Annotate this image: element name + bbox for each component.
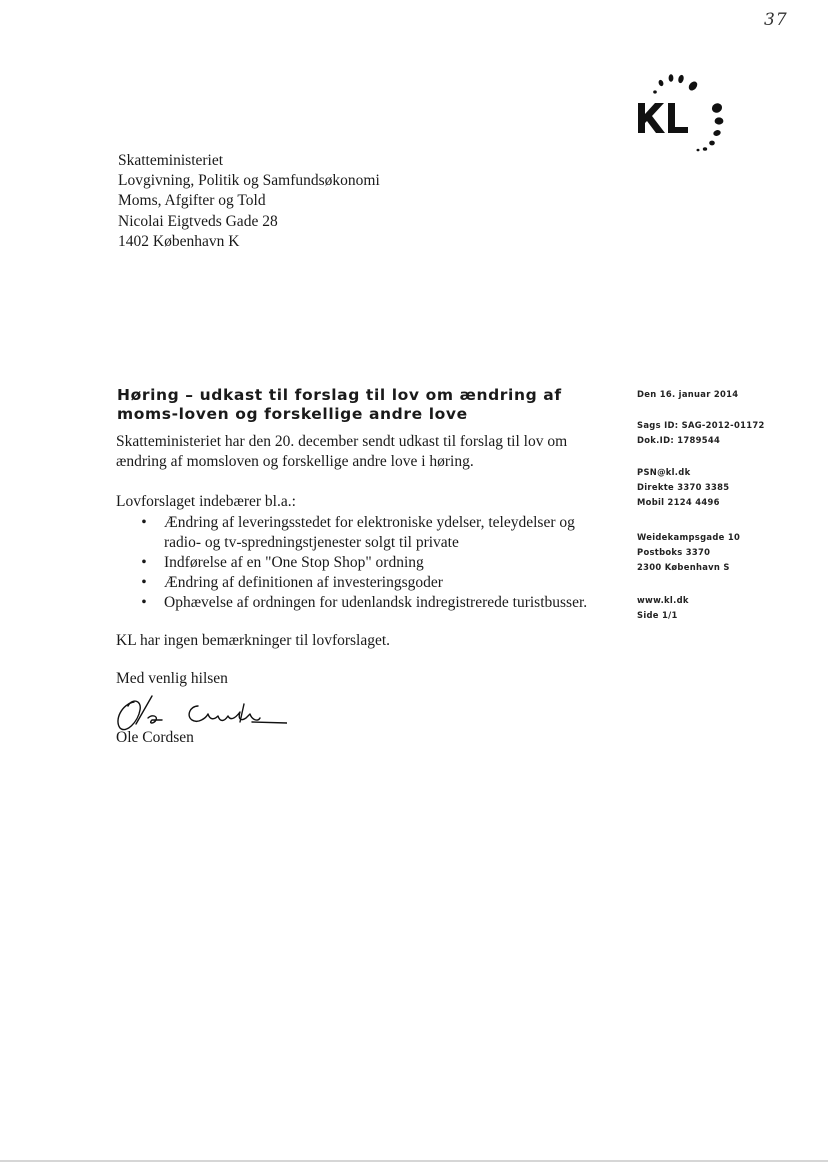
street-address: Weidekampsgade 10 <box>637 532 741 542</box>
closing-greeting: Med venlig hilsen <box>116 670 228 687</box>
list-item-text: Ændring af leveringsstedet for elektroniske ydelser, teleydelser og radio- og tv-spredningstjenester solgt til private <box>164 514 575 551</box>
website: www.kl.dk <box>637 595 689 605</box>
bullet-icon: • <box>141 554 147 571</box>
list-item-text: Ophævelse af ordningen for udenlandsk indregistrerede turistbusser. <box>164 594 588 611</box>
intro-paragraph: Skatteministeriet har den 20. december sendt udkast til forslag til lov om ændring af momsloven og forskellige andre love i høring. <box>116 433 568 470</box>
sidebar-web <box>637 593 689 623</box>
kl-logo <box>633 70 728 155</box>
page-indicator: Side 1/1 <box>637 610 678 621</box>
list-item-text: Indførelse af en "One Stop Shop" ordning <box>164 554 424 571</box>
letter-date: Den 16. januar 2014 <box>637 389 739 399</box>
sidebar-date <box>637 387 738 402</box>
direct-phone: Direkte 3370 3385 <box>637 482 730 493</box>
list-item-text: Ændring af definitionen af investeringsgoder <box>164 574 443 591</box>
email-address: PSN@kl.dk <box>637 467 691 477</box>
remark-paragraph: KL har ingen bemærkninger til lovforslaget. <box>116 632 391 649</box>
sags-id: Sags ID: SAG-2012-01172 <box>637 420 765 430</box>
dok-id: Dok.ID: 1789544 <box>637 435 721 446</box>
signer-name: Ole Cordsen <box>116 729 194 746</box>
list-intro: Lovforslaget indebærer bl.a.: <box>116 493 296 510</box>
bullet-list <box>138 513 608 613</box>
list-item <box>138 513 608 553</box>
recipient-line: Lovgivning, Politik og Samfundsøkonomi <box>118 172 380 190</box>
subject-heading: Høring – udkast til forslag til lov om ændring af moms-loven og forskellige andre love <box>117 386 562 423</box>
bullet-icon: • <box>141 594 147 611</box>
list-item <box>138 573 608 593</box>
recipient-address <box>118 151 380 252</box>
recipient-line: 1402 København K <box>118 232 240 250</box>
city: 2300 København S <box>637 562 730 573</box>
bullet-icon: • <box>141 514 147 531</box>
bullet-icon: • <box>141 574 147 591</box>
sidebar-contact <box>637 465 729 511</box>
scan-edge <box>0 1160 828 1162</box>
mobile-phone: Mobil 2124 4496 <box>637 497 720 508</box>
postbox: Postboks 3370 <box>637 547 711 558</box>
list-item <box>138 553 608 573</box>
sidebar-address <box>637 530 740 576</box>
list-item <box>138 593 608 613</box>
recipient-line: Nicolai Eigtveds Gade 28 <box>118 212 278 230</box>
sidebar-ids <box>637 418 765 448</box>
recipient-line: Moms, Afgifter og Told <box>118 192 266 210</box>
page-number: 37 <box>764 10 788 30</box>
recipient-line: Skatteministeriet <box>118 152 224 169</box>
